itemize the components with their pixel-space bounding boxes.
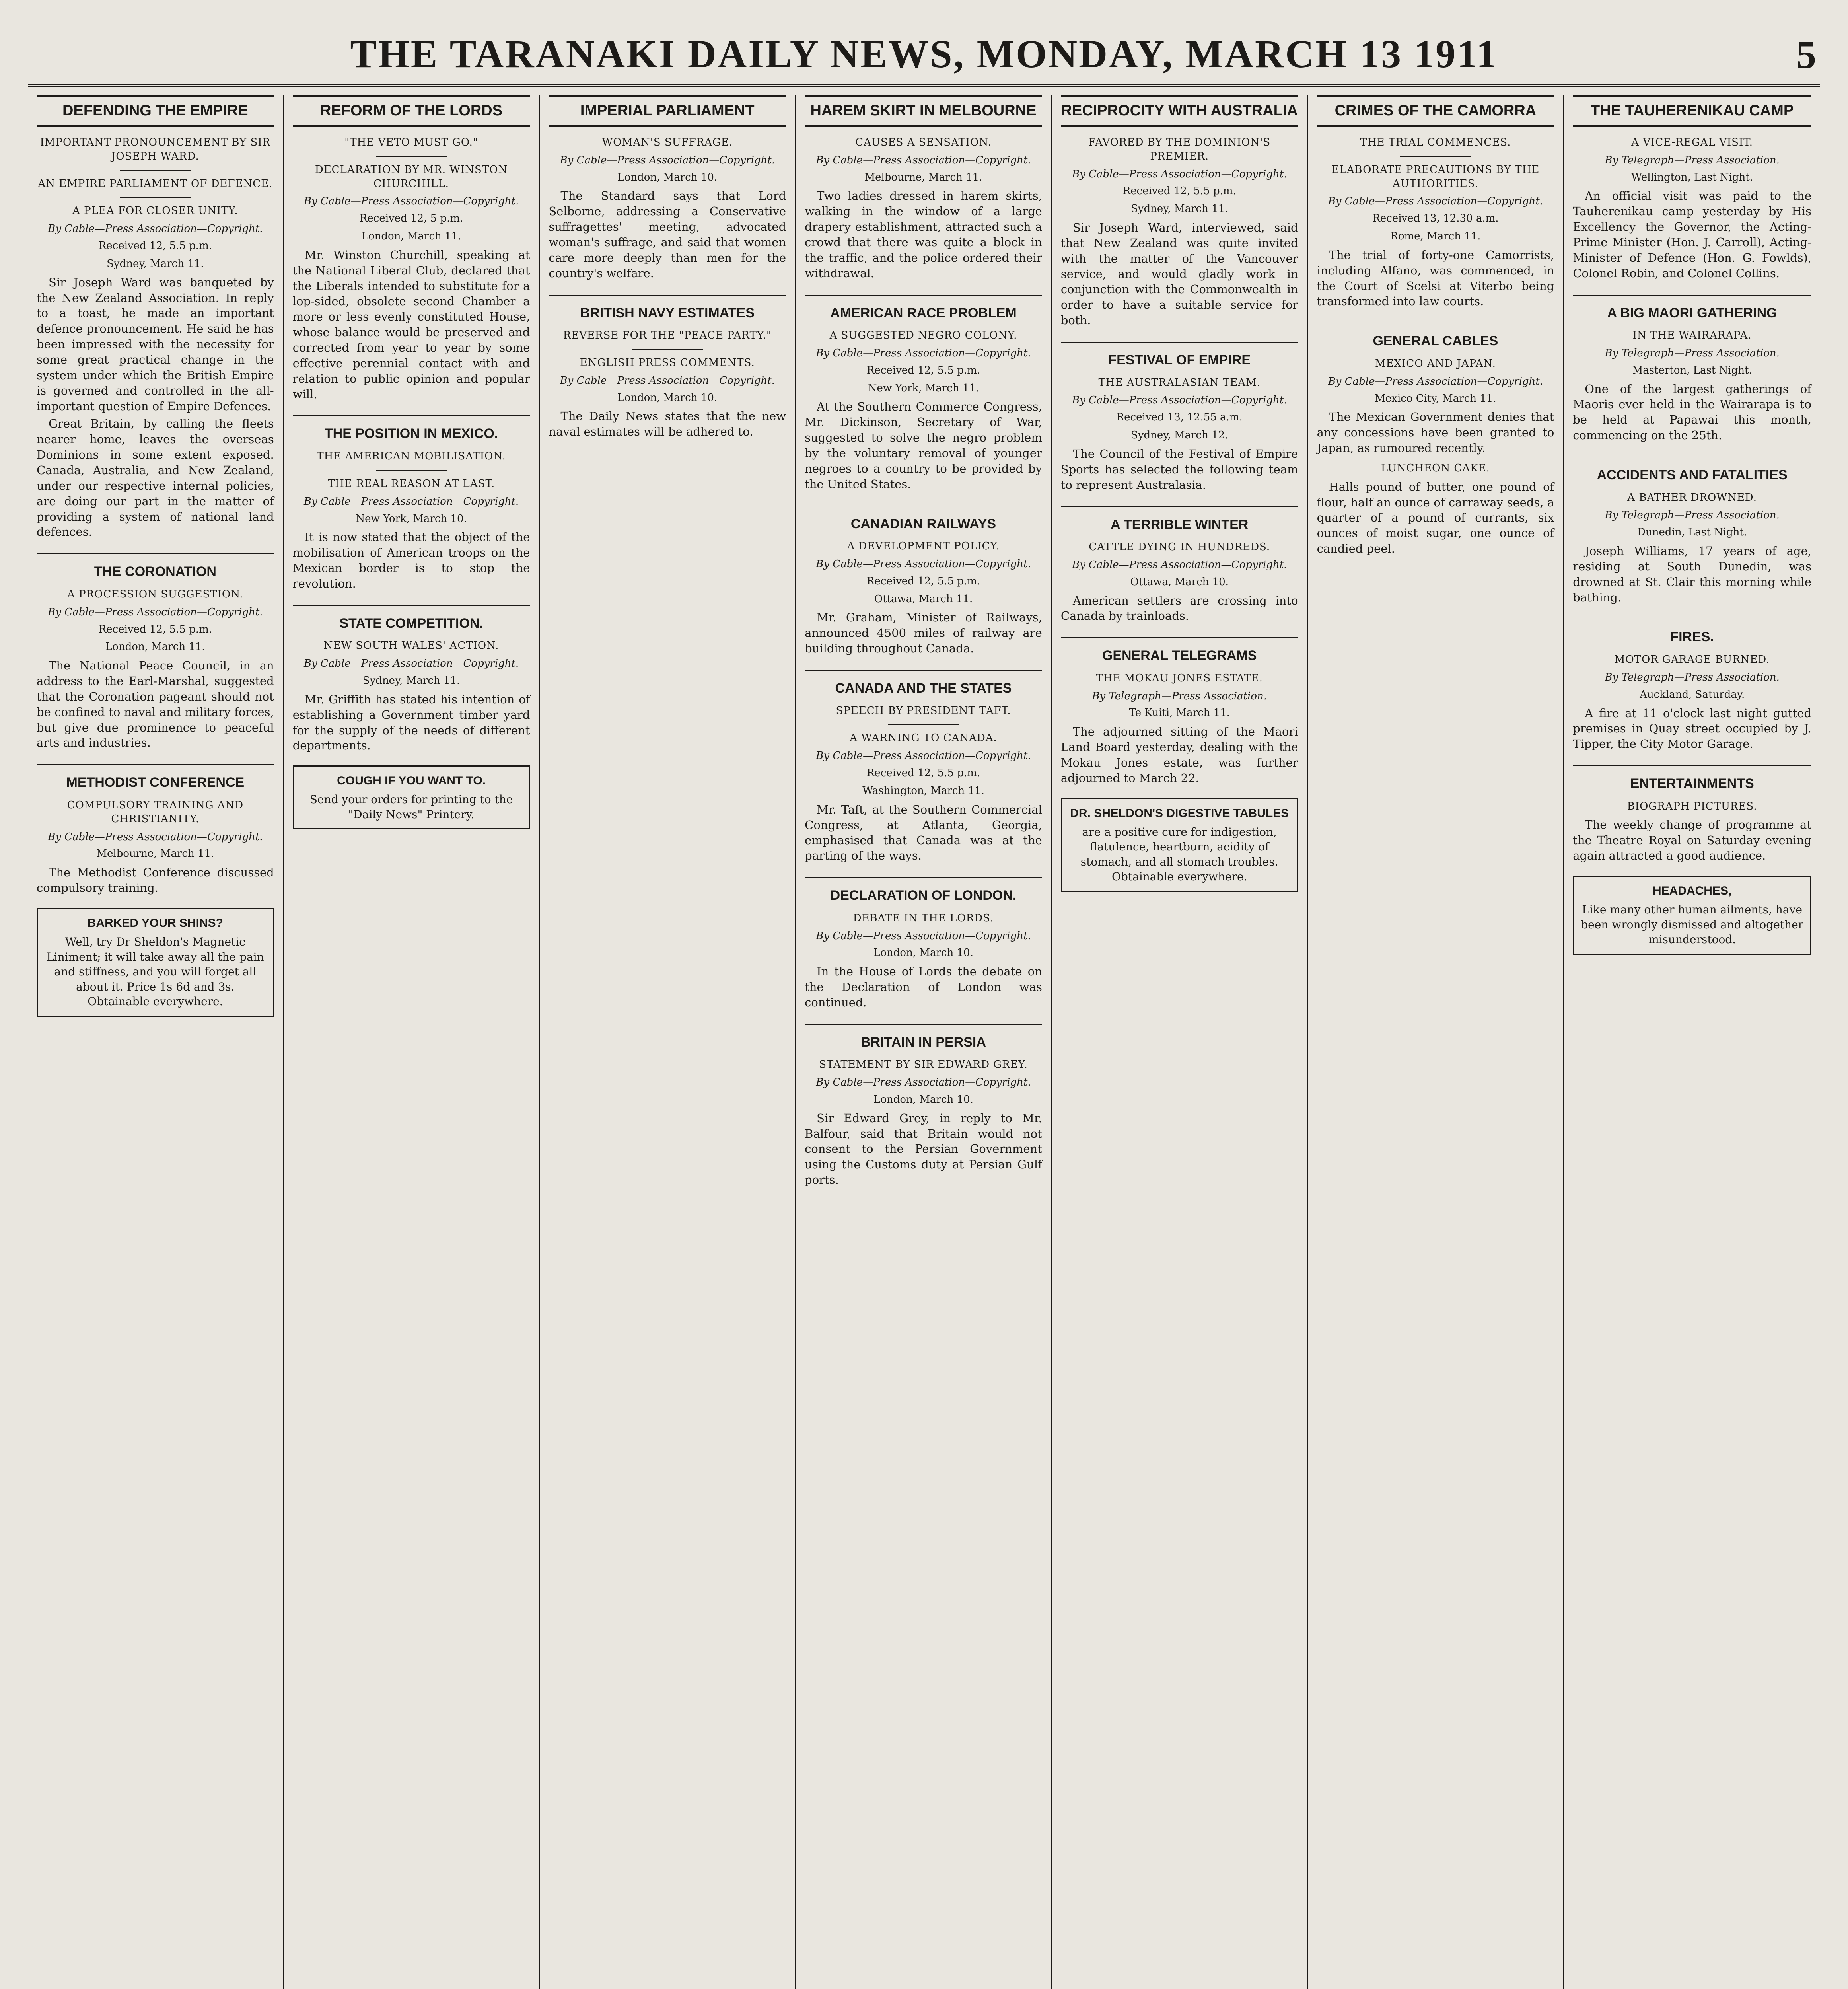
story-place: Sydney, March 12. xyxy=(1130,429,1228,442)
story-headline: STATE COMPETITION. xyxy=(293,605,530,633)
story-received: Received 13, 12.30 a.m. xyxy=(1372,212,1499,225)
story-place: New York, March 10. xyxy=(356,512,467,525)
story-subheading: FAVORED BY THE DOMINION'S PREMIER. xyxy=(1088,136,1271,162)
story-paragraph: Mr. Winston Churchill, speaking at the National Liberal Club, declared that the Liberals intended to substitute for a lop-sided, obsolete second Chamber a more or less evenly constituted House, whose balance would be preserved and corrected from year to year by some effective perennial contact with and relation to public opinion and popular will. xyxy=(292,248,530,401)
story-credit: By Cable—Press Association—Copyright. xyxy=(303,495,519,508)
story-paragraph: An official visit was paid to the Tauherenikau camp yesterday by His Excellency the Governor, the Acting-Prime Minister (Hon. J. Carroll), Acting-Minister of Defence (Hon. G. Fowlds), Colonel Robin, and Colonel Collins. xyxy=(1573,189,1811,280)
story-paragraph: Halls pound of butter, one pound of flour, half an ounce of carraway seeds, a quarter of a pound of currants, six ounces of moist sugar, one ounce of candied peel. xyxy=(1317,480,1554,556)
story-headline: DECLARATION OF LONDON. xyxy=(805,877,1042,905)
story-credit: By Telegraph—Press Association. xyxy=(1605,154,1780,166)
advertisement-title: HEADACHES, xyxy=(1652,884,1732,898)
story-credit: By Cable—Press Association—Copyright. xyxy=(816,750,1031,762)
story-place: Ottawa, March 10. xyxy=(1130,576,1229,588)
divider-rule xyxy=(632,349,703,350)
story-received: Received 12, 5.5 p.m. xyxy=(866,575,980,587)
story-place: Sydney, March 11. xyxy=(362,674,460,687)
story-subheading: CATTLE DYING IN HUNDREDS. xyxy=(1089,541,1270,553)
story-paragraph: The Methodist Conference discussed compulsory training. xyxy=(37,866,274,895)
story-received: Received 12, 5.5 p.m. xyxy=(98,623,212,635)
story-received: Received 12, 5.5 p.m. xyxy=(1122,185,1236,197)
page-number: 5 xyxy=(1796,33,1816,77)
story-credit: By Cable—Press Association—Copyright. xyxy=(816,154,1031,166)
story-subheading: THE AUSTRALASIAN TEAM. xyxy=(1098,376,1261,389)
advertisement-text: are a positive cure for indigestion, flatulence, heartburn, acidity of stomach, and all stomach troubles. Obtainable everywhere. xyxy=(1080,825,1278,884)
story-headline: FESTIVAL OF EMPIRE xyxy=(1061,342,1298,370)
divider-rule xyxy=(376,156,447,157)
story-headline: CANADA AND THE STATES xyxy=(805,670,1042,698)
story-paragraph: Sir Edward Grey, in reply to Mr. Balfour, said that Britain would not consent to the Persian Government using the Customs duty at Persian Gulf ports. xyxy=(805,1111,1042,1187)
story-headline: ACCIDENTS AND FATALITIES xyxy=(1573,457,1811,485)
masthead-title: THE TARANAKI DAILY NEWS, MONDAY, MARCH 13 1911 xyxy=(350,31,1498,76)
story-paragraph: The National Peace Council, in an address to the Earl-Marshal, suggested that the Coronation pageant should not be confined to naval and military forces, but give due prominence to peaceful arts and industries. xyxy=(37,659,274,750)
story-subheading: THE TRIAL COMMENCES. xyxy=(1360,136,1511,148)
advertisement xyxy=(1573,876,1811,955)
story-credit: By Cable—Press Association—Copyright. xyxy=(48,223,263,235)
story-credit: By Cable—Press Association—Copyright. xyxy=(560,374,775,387)
newspaper-column xyxy=(28,95,284,1989)
story-credit: By Cable—Press Association—Copyright. xyxy=(1328,195,1543,208)
story-place: Melbourne, March 11. xyxy=(864,171,982,183)
newspaper-column xyxy=(1564,95,1820,1989)
newspaper-column xyxy=(284,95,540,1989)
columns-container xyxy=(28,95,1820,1989)
story-subheading: IMPORTANT PRONOUNCEMENT BY SIR JOSEPH WARD. xyxy=(40,136,271,162)
divider-rule xyxy=(1400,156,1471,157)
story-subheading: DECLARATION BY MR. WINSTON CHURCHILL. xyxy=(315,163,508,190)
advertisement xyxy=(293,765,530,829)
story-credit: By Cable—Press Association—Copyright. xyxy=(816,930,1031,942)
story-received: Received 12, 5.5 p.m. xyxy=(866,364,980,376)
story-paragraph: Mr. Taft, at the Southern Commercial Congress, at Atlanta, Georgia, emphasised that Canada was at the parting of the ways. xyxy=(805,802,1042,863)
newspaper-column xyxy=(540,95,796,1989)
story-subheading: THE REAL REASON AT LAST. xyxy=(327,477,495,490)
story-place: Mexico City, March 11. xyxy=(1375,392,1496,405)
story-place: Ottawa, March 11. xyxy=(874,593,973,605)
story-headline: THE CORONATION xyxy=(37,553,274,581)
story-paragraph: Sir Joseph Ward, interviewed, said that New Zealand was quite invited with the matter of the Vancouver service, and would gladly work in conjunction with the Commonwealth in order to have a suitable service for both. xyxy=(1060,221,1298,327)
story-credit: By Cable—Press Association—Copyright. xyxy=(560,154,775,166)
story-place: Sydney, March 11. xyxy=(107,257,204,270)
column-header: DEFENDING THE EMPIRE xyxy=(37,95,274,127)
newspaper-column xyxy=(1052,95,1308,1989)
story-headline: BRITISH NAVY ESTIMATES xyxy=(549,295,786,323)
divider-rule xyxy=(120,170,191,171)
masthead xyxy=(28,24,1820,87)
advertisement-text: Like many other human ailments, have been wrongly dismissed and altogether misunderstood. xyxy=(1581,903,1804,946)
story-paragraph: In the House of Lords the debate on the Declaration of London was continued. xyxy=(805,965,1042,1009)
story-credit: By Cable—Press Association—Copyright. xyxy=(1072,394,1287,407)
newspaper-column xyxy=(1308,95,1564,1989)
story-paragraph: The trial of forty-one Camorrists, including Alfano, was commenced, in the Court of Scelsi at Viterbo being transformed into law courts. xyxy=(1317,248,1554,308)
story-headline: GENERAL CABLES xyxy=(1317,323,1554,350)
story-paragraph: Sir Joseph Ward was banqueted by the New Zealand Association. In reply to a toast, he made an important defence pronouncement. He said he has been impressed with the necessity for some great practical change in the system under which the British Empire is governed and controlled in the all-important question of Empire Defences. xyxy=(37,275,274,413)
story-place: New York, March 11. xyxy=(868,382,979,394)
story-subheading: A DEVELOPMENT POLICY. xyxy=(847,540,1000,553)
story-headline: FIRES. xyxy=(1573,619,1811,646)
story-paragraph: The weekly change of programme at the Theatre Royal on Saturday evening again attracted a good audience. xyxy=(1573,818,1811,863)
story-subheading: THE AMERICAN MOBILISATION. xyxy=(317,450,506,463)
story-subheading: COMPULSORY TRAINING AND CHRISTIANITY. xyxy=(67,799,244,825)
story-credit: By Cable—Press Association—Copyright. xyxy=(48,606,263,618)
newspaper-column xyxy=(796,95,1052,1989)
story-credit: By Cable—Press Association—Copyright. xyxy=(1072,168,1287,180)
advertisement-text: Send your orders for printing to the "Daily News" Printery. xyxy=(309,793,513,821)
story-received: Received 12, 5.5 p.m. xyxy=(866,767,980,779)
story-subheading: A PLEA FOR CLOSER UNITY. xyxy=(72,205,238,217)
column-header: HAREM SKIRT IN MELBOURNE xyxy=(805,95,1042,127)
story-credit: By Telegraph—Press Association. xyxy=(1092,690,1267,702)
story-place: London, March 10. xyxy=(873,1093,973,1105)
story-subheading: "THE VETO MUST GO." xyxy=(344,136,478,148)
story-subheading: NEW SOUTH WALES' ACTION. xyxy=(323,640,499,652)
story-subheading: A WARNING TO CANADA. xyxy=(850,732,997,744)
story-paragraph: Joseph Williams, 17 years of age, residing at South Dunedin, was drowned at St. Clair this morning while bathing. xyxy=(1573,544,1811,604)
story-subheading: MEXICO AND JAPAN. xyxy=(1375,357,1496,370)
story-subheading: THE MOKAU JONES ESTATE. xyxy=(1096,672,1263,684)
story-paragraph: One of the largest gatherings of Maoris ever held in the Wairarapa is to be held at Papawai this month, commencing on the 25th. xyxy=(1573,382,1811,442)
story-credit: By Cable—Press Association—Copyright. xyxy=(1072,559,1287,571)
story-headline: GENERAL TELEGRAMS xyxy=(1061,637,1298,665)
story-subheading: ENGLISH PRESS COMMENTS. xyxy=(580,356,755,369)
advertisement-title: COUGH IF YOU WANT TO. xyxy=(337,774,486,788)
story-subheading: ELABORATE PRECAUTIONS BY THE AUTHORITIES. xyxy=(1331,163,1540,190)
story-paragraph: The adjourned sitting of the Maori Land Board yesterday, dealing with the Mokau Jones estate, was further adjourned to March 22. xyxy=(1060,725,1298,785)
story-place: Wellington, Last Night. xyxy=(1631,171,1753,183)
advertisement xyxy=(1061,798,1298,892)
story-subheading: A VICE-REGAL VISIT. xyxy=(1631,136,1753,148)
story-paragraph: American settlers are crossing into Canada by trainloads. xyxy=(1060,594,1298,623)
column-header: REFORM OF THE LORDS xyxy=(293,95,530,127)
story-credit: By Cable—Press Association—Copyright. xyxy=(48,831,263,843)
story-headline: CANADIAN RAILWAYS xyxy=(805,506,1042,533)
story-headline: THE POSITION IN MEXICO. xyxy=(293,415,530,443)
story-paragraph: Great Britain, by calling the fleets nearer home, leaves the overseas Dominions in some extent exposed. Canada, Australia, and New Zealand, under our respective internal policies, are doing our part in the matter of providing a system of national land defences. xyxy=(37,417,274,539)
story-received: Received 12, 5 p.m. xyxy=(359,212,463,225)
story-paragraph: The Mexican Government denies that any concessions have been granted to Japan, as rumoured recently. xyxy=(1317,410,1554,455)
story-subheading: WOMAN'S SUFFRAGE. xyxy=(602,136,733,148)
story-paragraph: A fire at 11 o'clock last night gutted premises in Quay street occupied by J. Tipper, the City Motor Garage. xyxy=(1573,706,1811,751)
story-received: Received 13, 12.55 a.m. xyxy=(1116,411,1243,424)
story-headline: A BIG MAORI GATHERING xyxy=(1573,295,1811,323)
story-place: Te Kuiti, March 11. xyxy=(1129,707,1230,719)
story-credit: By Cable—Press Association—Copyright. xyxy=(816,1076,1031,1089)
story-paragraph: The Standard says that Lord Selborne, addressing a Conservative suffragettes' meeting, advocated woman's suffrage, and said that women care more deeply than men for the country's welfare. xyxy=(549,189,786,280)
advertisement-title: DR. SHELDON'S DIGESTIVE TABULES xyxy=(1070,806,1289,820)
story-paragraph: It is now stated that the object of the mobilisation of American troops on the Mexican border is to stop the revolution. xyxy=(292,530,530,590)
story-paragraph: The Daily News states that the new naval estimates will be adhered to. xyxy=(549,409,786,439)
story-place: London, March 10. xyxy=(617,171,718,183)
story-place: London, March 11. xyxy=(361,230,461,243)
story-headline: AMERICAN RACE PROBLEM xyxy=(805,295,1042,323)
story-subheading: STATEMENT BY SIR EDWARD GREY. xyxy=(819,1059,1028,1071)
advertisement-text: Well, try Dr Sheldon's Magnetic Liniment; it will take away all the pain and stiffness, and you will forget all about it. Price 1s 6d and 3s. Obtainable everywhere. xyxy=(47,935,264,1008)
column-header: CRIMES OF THE CAMORRA xyxy=(1317,95,1554,127)
story-subheading: LUNCHEON CAKE. xyxy=(1381,462,1490,474)
story-credit: By Telegraph—Press Association. xyxy=(1605,671,1780,683)
story-subheading: DEBATE IN THE LORDS. xyxy=(853,912,994,924)
story-headline: ENTERTAINMENTS xyxy=(1573,765,1811,793)
story-headline: A TERRIBLE WINTER xyxy=(1061,506,1298,534)
story-credit: By Cable—Press Association—Copyright. xyxy=(816,558,1031,570)
story-credit: By Cable—Press Association—Copyright. xyxy=(1328,375,1543,387)
column-header: THE TAUHERENIKAU CAMP xyxy=(1573,95,1811,127)
story-subheading: IN THE WAIRARAPA. xyxy=(1632,329,1752,342)
story-subheading: CAUSES A SENSATION. xyxy=(855,136,992,148)
advertisement-title: BARKED YOUR SHINS? xyxy=(87,916,223,930)
story-credit: By Cable—Press Association—Copyright. xyxy=(816,347,1031,359)
divider-rule xyxy=(888,724,959,725)
story-subheading: A BATHER DROWNED. xyxy=(1627,491,1757,504)
story-place: London, March 10. xyxy=(873,947,973,959)
story-headline: BRITAIN IN PERSIA xyxy=(805,1024,1042,1052)
story-headline: METHODIST CONFERENCE xyxy=(37,764,274,792)
story-subheading: MOTOR GARAGE BURNED. xyxy=(1614,654,1770,666)
story-subheading: A SUGGESTED NEGRO COLONY. xyxy=(829,329,1017,342)
story-received: Received 12, 5.5 p.m. xyxy=(98,240,212,252)
story-credit: By Telegraph—Press Association. xyxy=(1605,347,1780,359)
story-paragraph: Mr. Griffith has stated his intention of establishing a Government timber yard for the supply of the needs of different departments. xyxy=(292,692,530,753)
story-paragraph: The Council of the Festival of Empire Sports has selected the following team to represent Australasia. xyxy=(1060,447,1298,492)
story-place: Dunedin, Last Night. xyxy=(1637,526,1747,539)
story-subheading: A PROCESSION SUGGESTION. xyxy=(67,588,243,600)
story-subheading: REVERSE FOR THE "PEACE PARTY." xyxy=(563,329,772,342)
story-place: Washington, March 11. xyxy=(862,784,984,797)
story-place: Auckland, Saturday. xyxy=(1640,688,1745,701)
story-place: Sydney, March 11. xyxy=(1130,203,1228,215)
story-credit: By Telegraph—Press Association. xyxy=(1605,509,1780,522)
story-place: Masterton, Last Night. xyxy=(1632,364,1752,376)
story-place: Melbourne, March 11. xyxy=(96,848,214,860)
story-place: London, March 11. xyxy=(105,641,205,653)
column-header: IMPERIAL PARLIAMENT xyxy=(549,95,786,127)
story-paragraph: Two ladies dressed in harem skirts, walking in the window of a large drapery establishment, attracted such a crowd that there was quite a block in the traffic, and the police ordered their withdrawal. xyxy=(805,189,1042,280)
story-place: Rome, March 11. xyxy=(1390,230,1481,243)
story-credit: By Cable—Press Association—Copyright. xyxy=(303,195,519,208)
story-credit: By Cable—Press Association—Copyright. xyxy=(303,658,519,670)
divider-rule xyxy=(120,197,191,198)
story-paragraph: At the Southern Commerce Congress, Mr. Dickinson, Secretary of War, suggested to solve the negro problem by the voluntary removal of younger negroes to a country to be provided by the United States. xyxy=(805,400,1042,491)
advertisement xyxy=(37,908,274,1017)
story-subheading: AN EMPIRE PARLIAMENT OF DEFENCE. xyxy=(38,177,273,190)
story-subheading: SPEECH BY PRESIDENT TAFT. xyxy=(836,705,1011,717)
column-header: RECIPROCITY WITH AUSTRALIA xyxy=(1061,95,1298,127)
divider-rule xyxy=(376,470,447,471)
story-place: London, March 10. xyxy=(617,391,718,404)
story-paragraph: Mr. Graham, Minister of Railways, announced 4500 miles of railway are building throughout Canada. xyxy=(805,611,1042,656)
story-subheading: BIOGRAPH PICTURES. xyxy=(1627,800,1757,812)
